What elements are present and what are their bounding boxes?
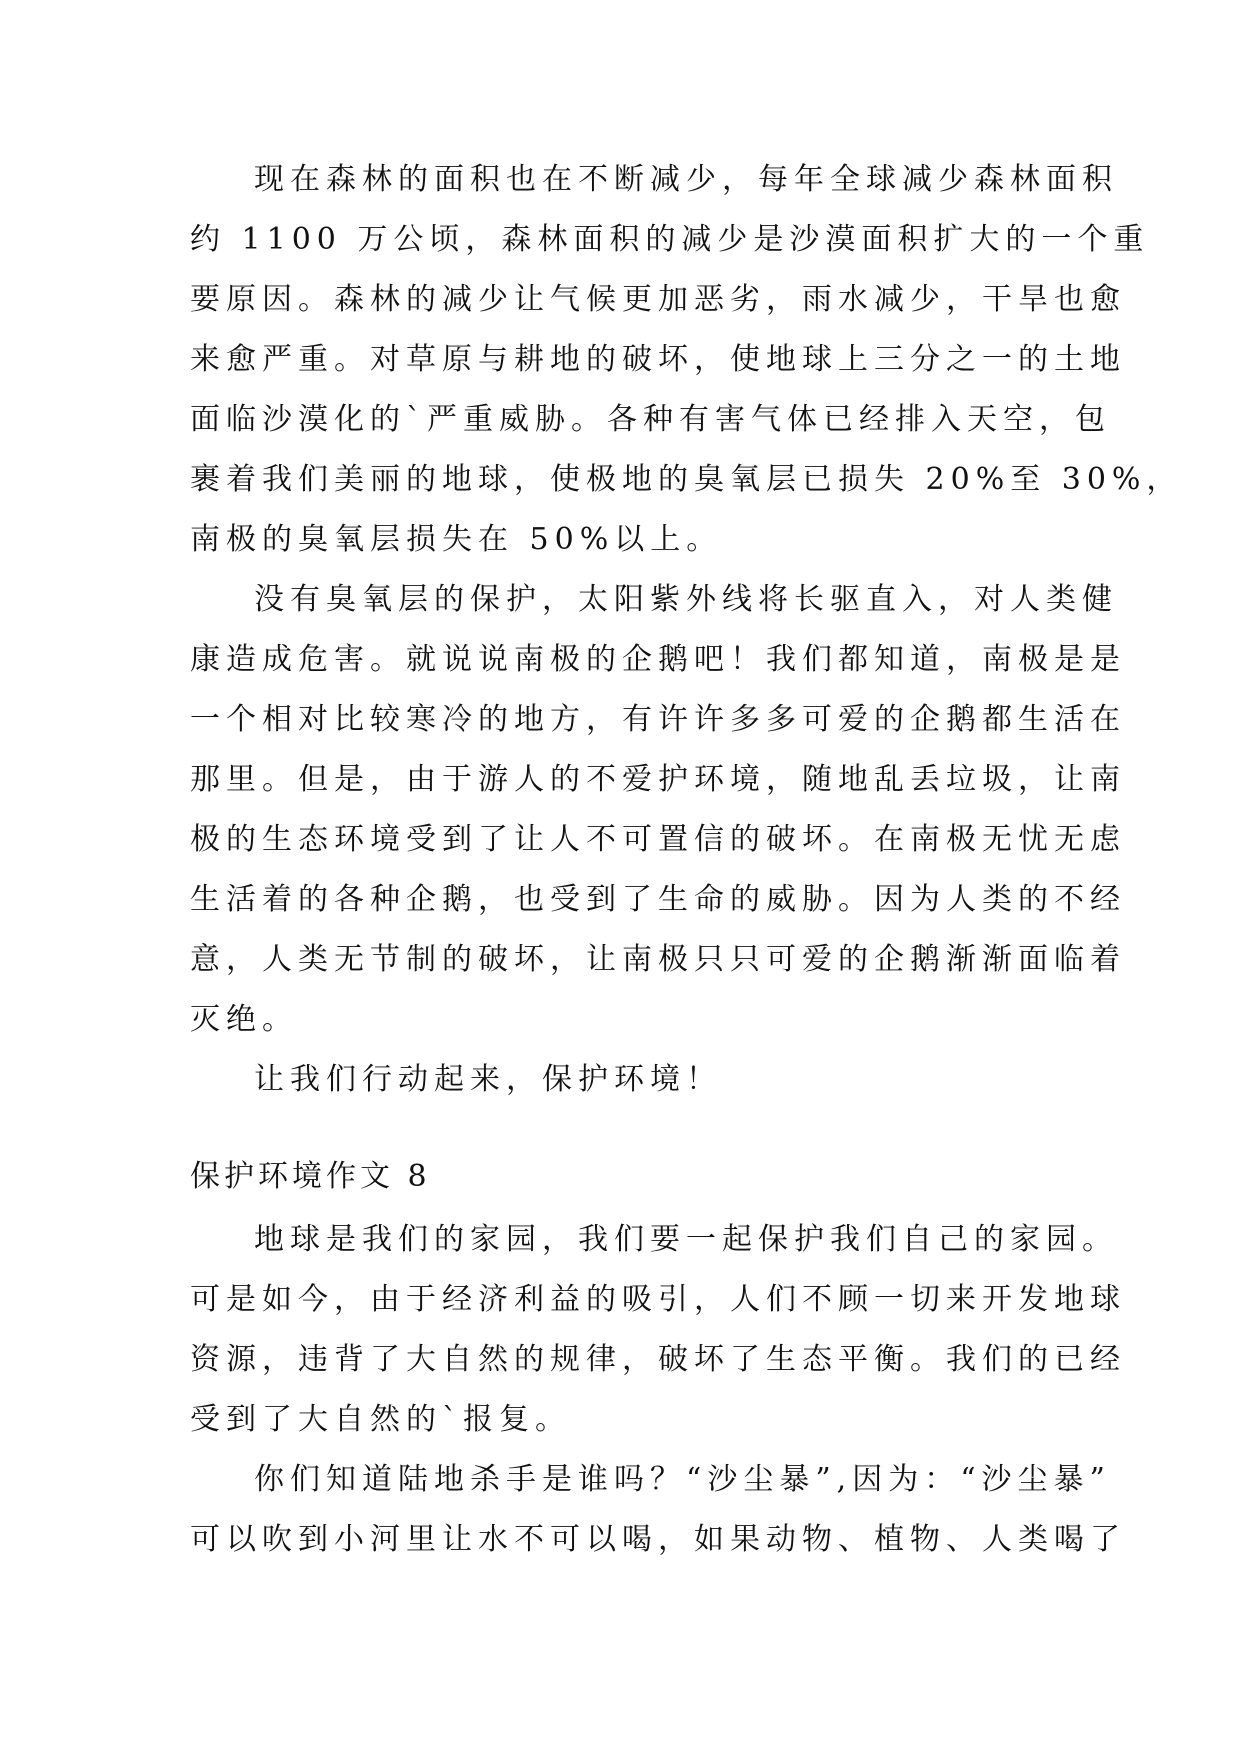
paragraph-line: 极的生态环境受到了让人不可置信的破坏。在南极无忧无虑: [190, 822, 1126, 857]
paragraph-line: 一个相对比较寒冷的地方，有许许多多可爱的企鹅都生活在: [190, 702, 1126, 737]
paragraph-line: 现在森林的面积也在不断减少，每年全球减少森林面积: [254, 162, 1118, 197]
paragraph-line: 裹着我们美丽的地球，使极地的臭氧层已损失 20%至 30%，: [190, 462, 1183, 497]
paragraph-line: 你们知道陆地杀手是谁吗？“沙尘暴”,因为：“沙尘暴”: [254, 1462, 1111, 1497]
paragraph-line: 可是如今，由于经济利益的吸引，人们不顾一切来开发地球: [190, 1282, 1126, 1317]
paragraph-line: 没有臭氧层的保护，太阳紫外线将长驱直入，对人类健: [254, 582, 1118, 617]
paragraph-line: 来愈严重。对草原与耕地的破坏，使地球上三分之一的土地: [190, 342, 1126, 377]
paragraph-line: 意，人类无节制的破坏，让南极只只可爱的企鹅渐渐面临着: [190, 942, 1126, 977]
paragraph-line: 受到了大自然的`报复。: [190, 1402, 571, 1437]
paragraph-line: 要原因。森林的减少让气候更加恶劣，雨水减少，干旱也愈: [190, 282, 1126, 317]
paragraph-line: 资源，违背了大自然的规律，破坏了生态平衡。我们的已经: [190, 1342, 1126, 1377]
paragraph-line: 地球是我们的家园，我们要一起保护我们自己的家园。: [254, 1222, 1118, 1257]
paragraph-line: 那里。但是，由于游人的不爱护环境，随地乱丢垃圾，让南: [190, 762, 1126, 797]
paragraph-line: 让我们行动起来，保护环境！: [254, 1062, 722, 1097]
paragraph-line: 面临沙漠化的`严重威胁。各种有害气体已经排入天空，包: [190, 402, 1111, 437]
paragraph-line: 约 1100 万公顷，森林面积的减少是沙漠面积扩大的一个重: [190, 222, 1150, 257]
paragraph-line: 生活着的各种企鹅，也受到了生命的威胁。因为人类的不经: [190, 882, 1126, 917]
paragraph-line: 灭绝。: [190, 1002, 298, 1037]
section-heading: 保护环境作文 8: [190, 1159, 431, 1194]
paragraph-line: 可以吹到小河里让水不可以喝，如果动物、植物、人类喝了: [190, 1522, 1126, 1557]
paragraph-line: 康造成危害。就说说南极的企鹅吧！我们都知道，南极是是: [190, 642, 1126, 677]
paragraph-line: 南极的臭氧层损失在 50%以上。: [190, 522, 723, 557]
